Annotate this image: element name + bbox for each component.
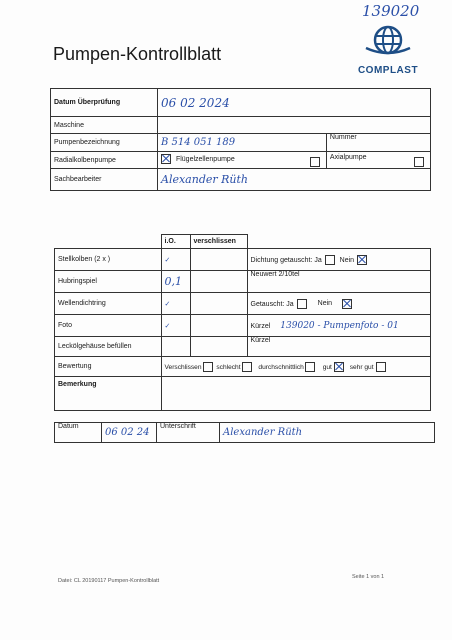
- datum-pruefung-label: Datum Überprüfung: [51, 89, 158, 117]
- foto-label: Foto: [55, 315, 162, 337]
- sachbearbeiter-label: Sachbearbeiter: [51, 169, 158, 191]
- wellendichtring-io[interactable]: ✓: [161, 293, 190, 315]
- dichtung-cell: [247, 249, 431, 271]
- maschine-label: Maschine: [51, 117, 158, 134]
- fluegelzellenpumpe-label: Flügelzellenpumpe: [175, 155, 235, 163]
- unterschrift-value: Alexander Rüth: [223, 427, 303, 438]
- leckoel-kuerzel-label: Kürzel: [247, 337, 431, 357]
- nummer-label: Nummer: [326, 134, 430, 152]
- datum-label: Datum: [55, 423, 102, 443]
- globe-icon: [352, 24, 424, 60]
- radialkolbenpumpe-label: Radialkolbenpumpe: [51, 152, 158, 169]
- pumpenbezeichnung-value: B 514 051 189: [161, 137, 236, 148]
- signature-table: [54, 422, 435, 443]
- unterschrift-field[interactable]: [220, 423, 435, 443]
- datum-pruefung-field[interactable]: [158, 89, 431, 117]
- dichtung-label: Dichtung getauscht: Ja: [250, 256, 322, 264]
- stellkolben-label: Stellkolben (2 x ): [55, 249, 162, 271]
- rating-schlecht-checkbox[interactable]: [242, 362, 252, 372]
- bewertung-label: Bewertung: [55, 357, 162, 377]
- bemerkung-field[interactable]: [161, 377, 431, 411]
- fluegelzellenpumpe-checkbox[interactable]: [310, 157, 320, 167]
- rating-durchschnittlich-checkbox[interactable]: [305, 362, 315, 372]
- verschlissen-header: verschlissen: [190, 235, 247, 249]
- getauscht-label: Getauscht: Ja: [250, 300, 294, 308]
- hubringspiel-io[interactable]: 0,1: [161, 271, 190, 293]
- axialpumpe-cell: [326, 152, 430, 169]
- radialkolbenpumpe-row: [158, 152, 327, 169]
- getauscht-ja-checkbox[interactable]: [297, 299, 307, 309]
- rating-gut-checkbox[interactable]: [334, 362, 344, 372]
- leckoel-io[interactable]: [161, 337, 190, 357]
- datum-value: 06 02 24: [105, 427, 150, 438]
- rating-schlecht-label: schlecht: [216, 363, 241, 371]
- blank-header-right: [247, 235, 431, 249]
- pumpenbezeichnung-label: Pumpenbezeichnung: [51, 134, 158, 152]
- footer-left: Datei: CL 20190117 Pumpen-Kontrollblatt: [58, 578, 160, 584]
- bemerkung-label: Bemerkung: [55, 377, 162, 411]
- foto-kuerzel-label: Kürzel: [250, 322, 271, 330]
- io-header: i.O.: [161, 235, 190, 249]
- dichtung-nein-checkbox[interactable]: [357, 255, 367, 265]
- foto-io[interactable]: ✓: [161, 315, 190, 337]
- pumpenbezeichnung-field[interactable]: [158, 134, 327, 152]
- footer-right: Seite 1 von 1: [352, 574, 385, 580]
- foto-verschlissen[interactable]: [190, 315, 247, 337]
- rating-durchschnittlich-label: durchschnittlich: [258, 363, 304, 371]
- getauscht-nein-checkbox[interactable]: [342, 299, 352, 309]
- leckoel-label: Leckölgehäuse befüllen: [55, 337, 162, 357]
- axialpumpe-checkbox[interactable]: [414, 157, 424, 167]
- company-logo: [352, 24, 424, 76]
- bewertung-options: [161, 357, 431, 377]
- rating-verschlissen-checkbox[interactable]: [203, 362, 213, 372]
- wellendichtring-label: Wellendichtring: [55, 293, 162, 315]
- sachbearbeiter-value: Alexander Rüth: [161, 173, 248, 186]
- hubringspiel-label: Hubringspiel: [55, 271, 162, 293]
- logo-text: COMPLAST: [357, 65, 419, 76]
- getauscht-cell: [247, 293, 431, 315]
- rating-sehr-gut-label: sehr gut: [349, 363, 374, 371]
- wellendichtring-verschlissen[interactable]: [190, 293, 247, 315]
- datum-pruefung-value: 06 02 2024: [161, 95, 230, 110]
- leckoel-verschlissen[interactable]: [190, 337, 247, 357]
- stellkolben-verschlissen[interactable]: [190, 249, 247, 271]
- rating-sehr-gut-checkbox[interactable]: [376, 362, 386, 372]
- foto-kuerzel-value: 139020 - Pumpenfoto - 01: [280, 320, 399, 331]
- foto-kuerzel-cell: [247, 315, 431, 337]
- unterschrift-label: Unterschrift: [157, 423, 220, 443]
- document-number: 139020: [362, 2, 420, 20]
- getauscht-nein-label: Nein: [317, 300, 333, 308]
- pump-info-table: [50, 88, 431, 191]
- datum-field[interactable]: [102, 423, 157, 443]
- blank-header: [55, 235, 162, 249]
- neuwert-label: Neuwert 2/10tel: [247, 271, 431, 293]
- dichtung-nein-label: Nein: [339, 256, 355, 264]
- hubringspiel-verschlissen[interactable]: [190, 271, 247, 293]
- rating-gut-label: gut: [322, 363, 332, 371]
- sachbearbeiter-field[interactable]: [158, 169, 431, 191]
- stellkolben-io[interactable]: ✓: [161, 249, 190, 271]
- maschine-field[interactable]: [158, 117, 431, 134]
- inspection-table: [54, 234, 431, 411]
- radialkolbenpumpe-checkbox[interactable]: [161, 154, 171, 164]
- dichtung-ja-checkbox[interactable]: [325, 255, 335, 265]
- page-title: Pumpen-Kontrollblatt: [53, 44, 222, 64]
- axialpumpe-label: Axialpumpe: [329, 153, 367, 161]
- rating-verschlissen-label: Verschlissen: [164, 363, 202, 371]
